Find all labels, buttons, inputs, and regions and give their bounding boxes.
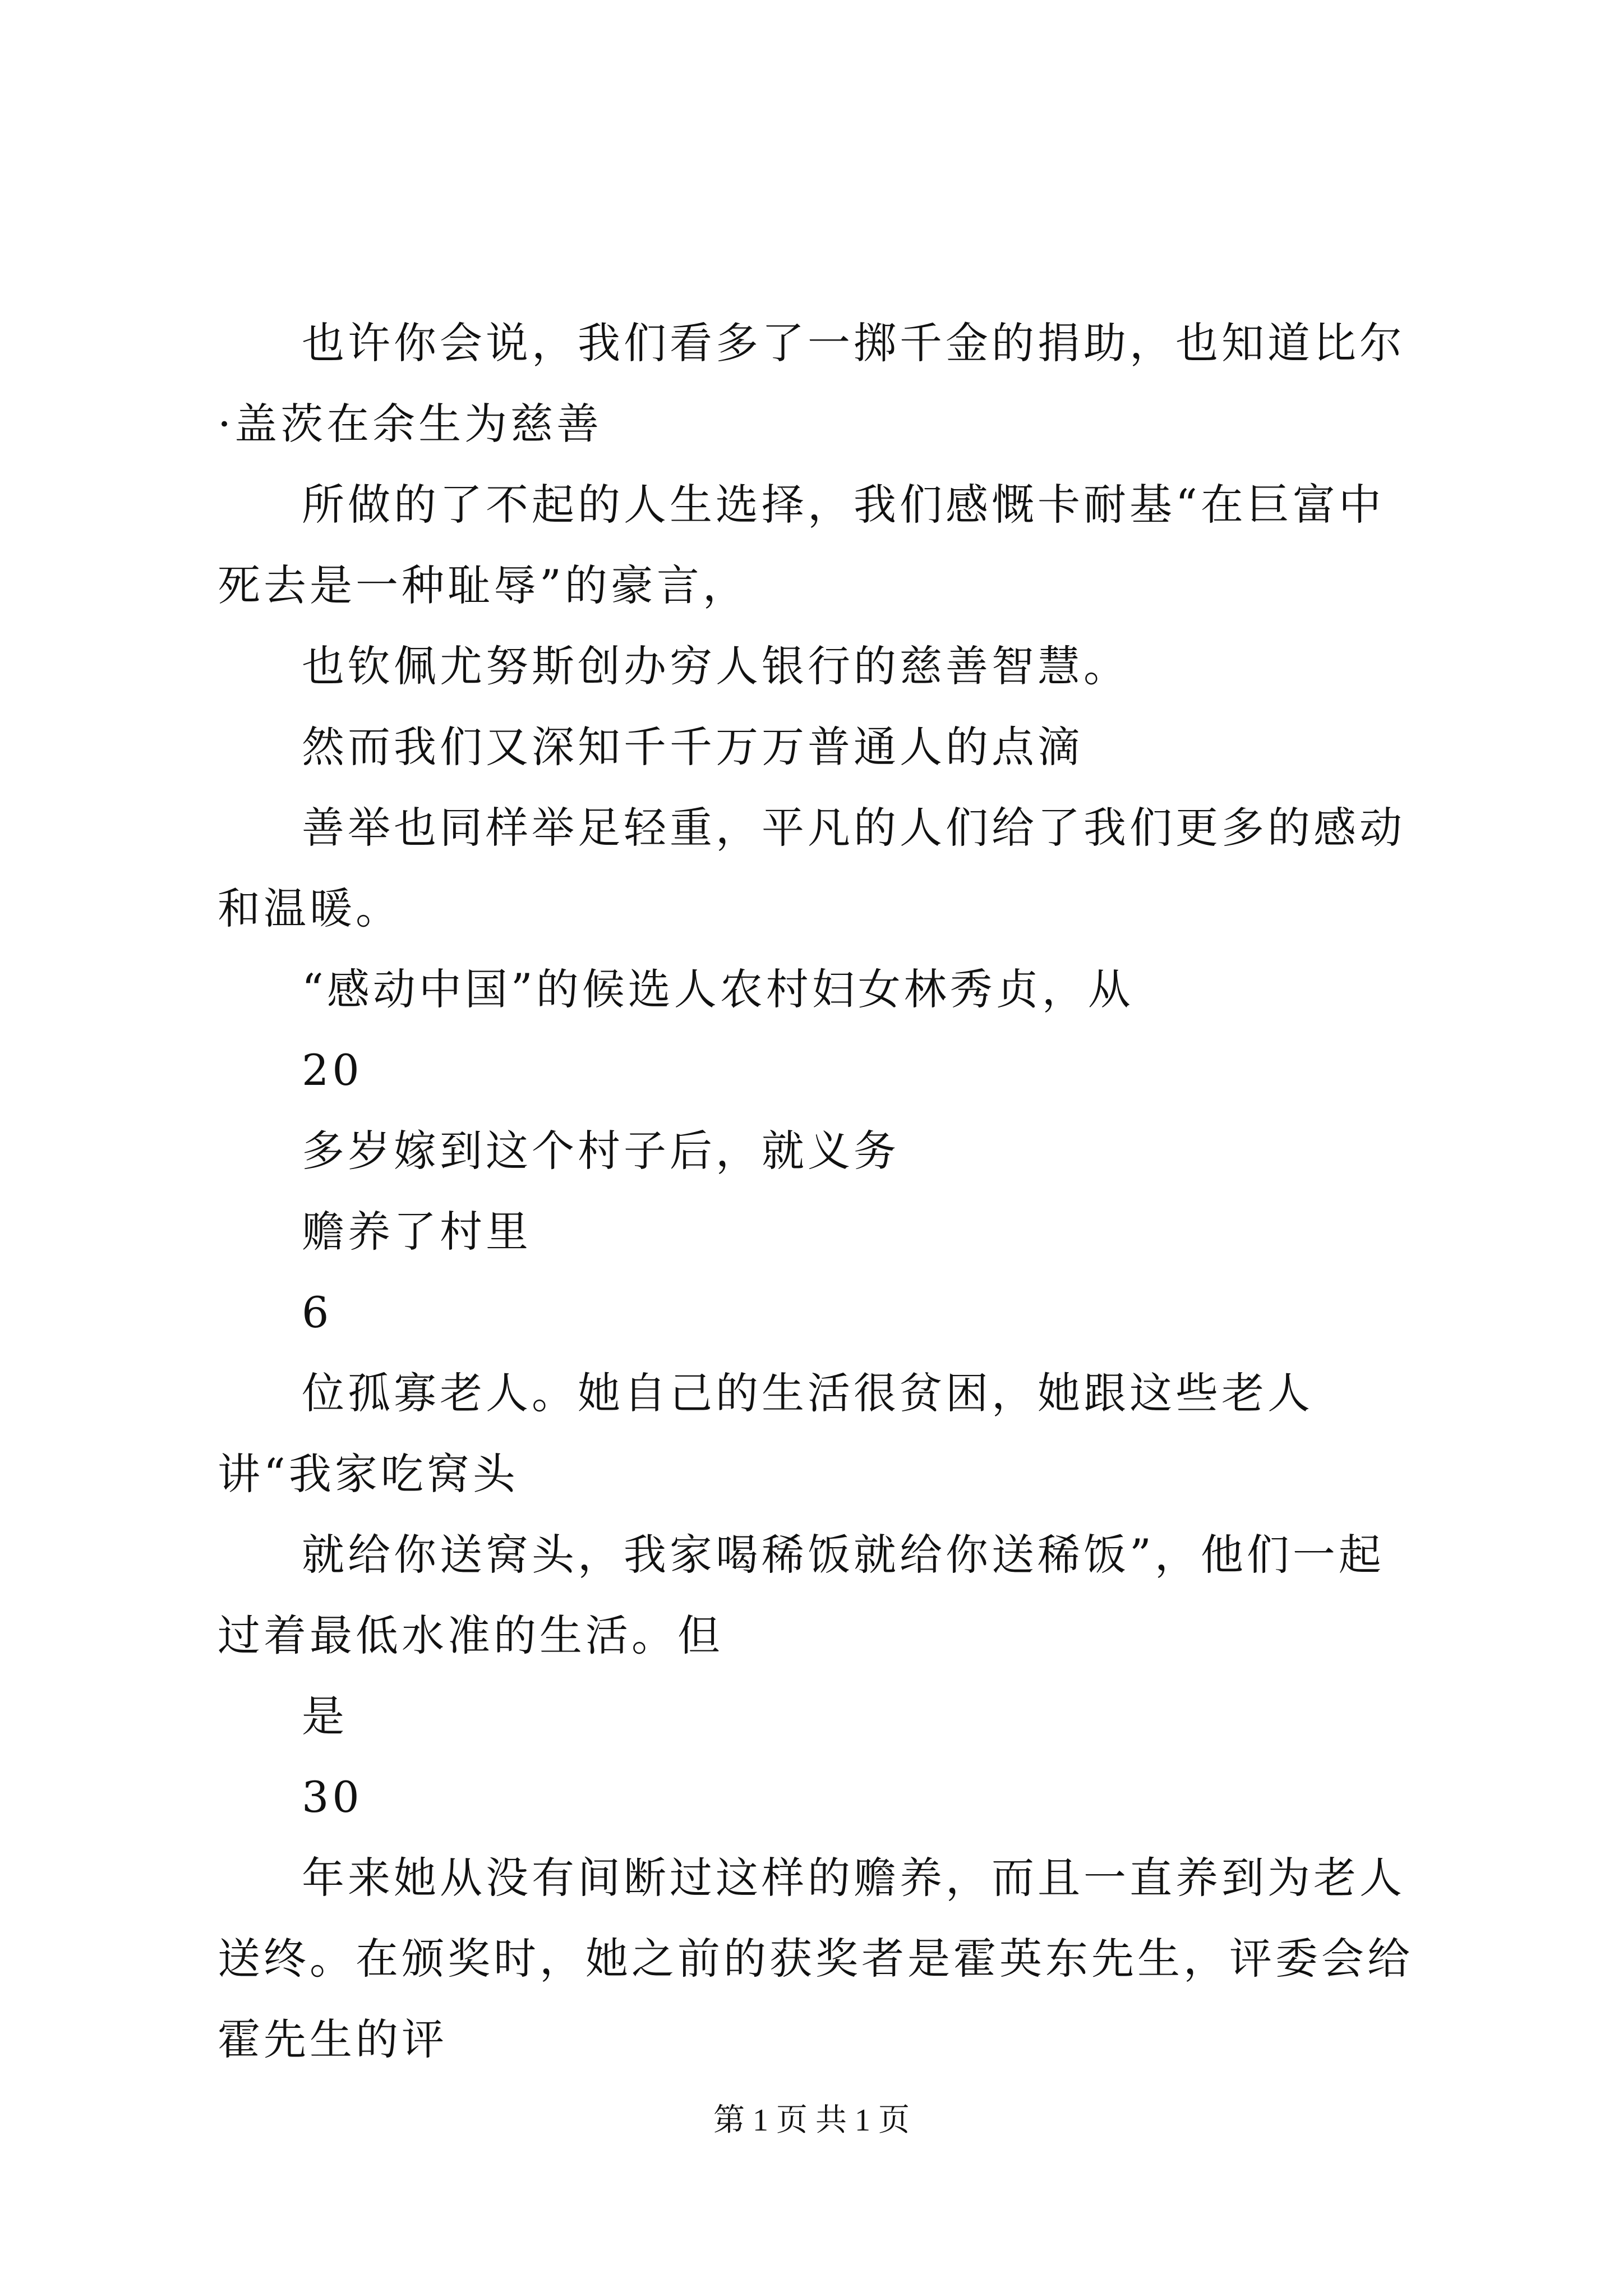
paragraph: 6: [302, 1287, 333, 1337]
paragraph: 多岁嫁到这个村子后，就义务: [302, 1126, 900, 1176]
paragraph: 20: [302, 1045, 363, 1095]
paragraph: 然而我们又深知千千万万普通人的点滴: [302, 722, 1083, 772]
page-footer: [0, 2098, 1623, 2143]
paragraph: 是: [302, 1691, 348, 1741]
paragraph: 赡养了村里: [302, 1207, 532, 1257]
paragraph: 所做的了不起的人生选择，我们感慨卡耐基“在巨富中死去是一种耻辱”的豪言，: [218, 480, 1385, 610]
paragraph: 也许你会说，我们看多了一掷千金的捐助，也知道比尔·盖茨在余生为慈善: [218, 318, 1405, 449]
paragraph: 也钦佩尤努斯创办穷人银行的慈善智慧。: [302, 641, 1129, 691]
paragraph: 就给你送窝头，我家喝稀饭就给你送稀饭”，他们一起过着最低水准的生活。但: [218, 1530, 1385, 1660]
page-number-label: 第 1 页 共 1 页: [713, 2103, 910, 2138]
paragraph: 善举也同样举足轻重，平凡的人们给了我们更多的感动和温暖。: [218, 803, 1405, 933]
paragraph: 年来她从没有间断过这样的赡养，而且一直养到为老人送终。在颁奖时，她之前的获奖者是霍英东先生，评委会给霍先生的评: [218, 1853, 1413, 2064]
paragraph: 位孤寡老人。她自己的生活很贫困，她跟这些老人讲“我家吃窝头: [218, 1368, 1313, 1499]
document-body: [218, 303, 1418, 2080]
paragraph: 30: [302, 1772, 363, 1822]
paragraph: “感动中国”的候选人农村妇女林秀贞，从: [302, 964, 1134, 1014]
